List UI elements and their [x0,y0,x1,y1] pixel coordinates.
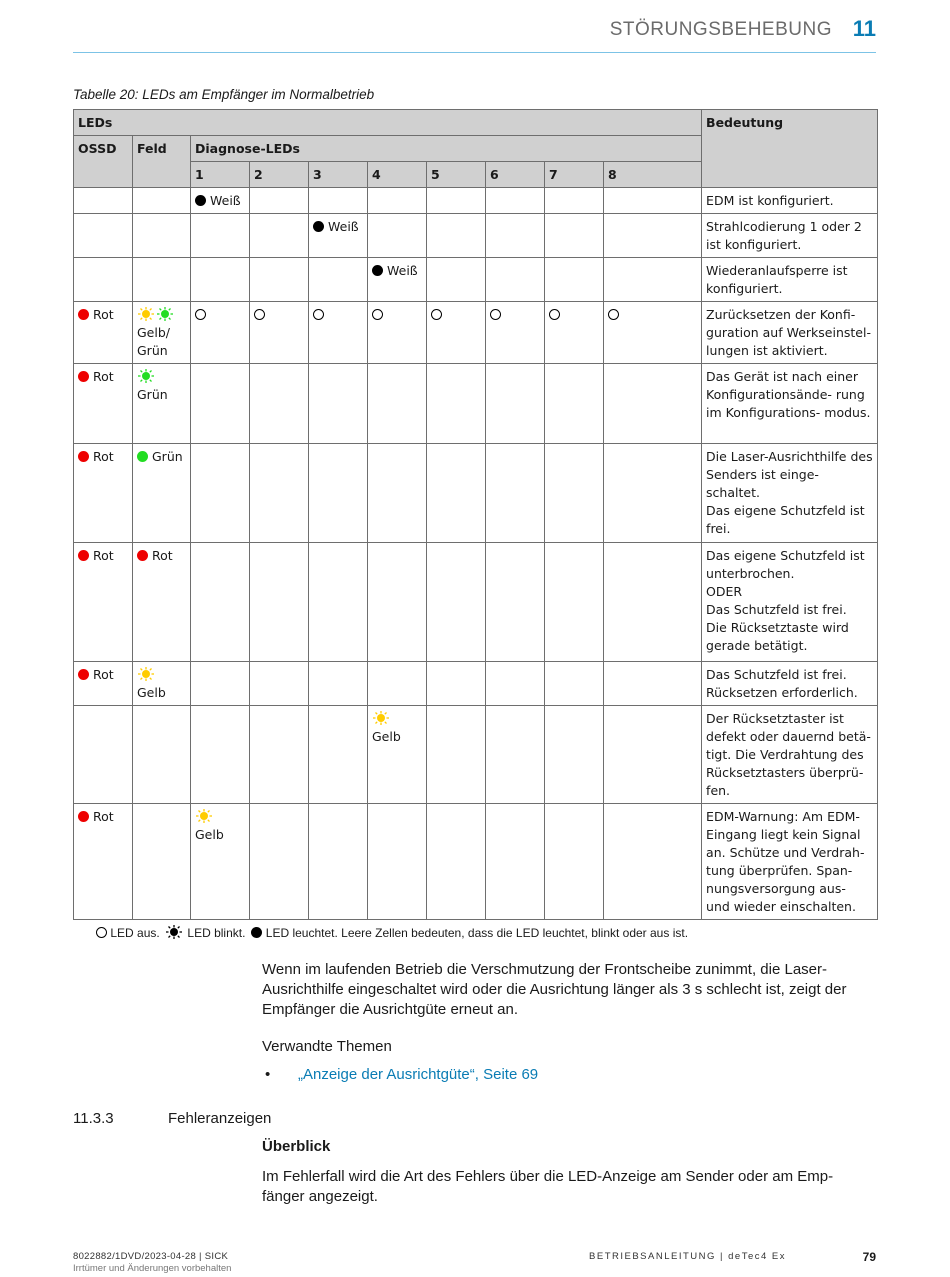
table-legend: LED aus. LED blinkt. LED leuchtet. Leere Zellen bedeuten, dass die LED leuchtet, blinkt oder aus ist. [96,925,688,940]
table-row [74,444,878,543]
led-on-icon [313,221,324,232]
footer-disclaimer: Irrtümer und Änderungen vorbehalten [73,1263,232,1274]
table-row [74,662,878,706]
led-on-icon [137,550,148,561]
led-on-icon [78,451,89,462]
field-cell: Grün [133,444,191,543]
led-on-icon [78,811,89,822]
led-blink-icon [137,369,155,383]
header-diag-col: 8 [604,162,702,188]
footer-doc-type: BETRIEBSANLEITUNG | deTec4 Ex [589,1251,786,1262]
overview-text: Im Fehlerfall wird die Art des Fehlers über die LED-Anzeige am Sender oder am Emp- fänger angezeigt. [262,1168,834,1205]
meaning-cell: Das eigene Schutzfeld ist unterbrochen. ODER Das Schutzfeld ist frei. Die Rücksetztaste wird gerade betätigt. [702,543,878,662]
ossd-cell: Rot [74,662,133,706]
led-off-icon [608,309,619,320]
page-number: 79 [862,1250,876,1264]
section-title: Fehleranzeigen [168,1110,272,1127]
diag-cell: Gelb [191,804,250,920]
table-row [74,804,878,920]
header-rule [73,52,876,53]
ossd-cell: Rot [74,543,133,662]
header-diag-col: 3 [309,162,368,188]
led-blink-icon [195,809,213,823]
chapter-title: STÖRUNGSBEHEBUNG [609,19,832,40]
led-off-icon [96,927,107,938]
header-diag-col: 7 [545,162,604,188]
led-on-icon [78,550,89,561]
header-diag-col: 1 [191,162,250,188]
table-row [74,214,878,258]
header-diag-col: 2 [250,162,309,188]
led-blink-icon [165,925,183,939]
body-paragraph: Wenn im laufenden Betrieb die Verschmutzung der Frontscheibe zunimmt, die Laser- Ausrichthilfe eingeschaltet wird oder die Ausrichtung länger als 3 s schlecht ist, zeigt der Empfänger die Ausrichtgüte erneut an. [262,961,847,1018]
ossd-cell: Rot [74,444,133,543]
header-ossd: OSSD [74,136,133,188]
meaning-cell: Wiederanlaufsperre ist konfiguriert. [702,258,878,302]
led-on-icon [137,451,148,462]
bullet: • [265,1066,271,1083]
led-off-icon [549,309,560,320]
meaning-cell: Der Rücksetztaster ist defekt oder dauernd betä- tigt. Die Verdrahtung des Rücksetztasters überprü- fen. [702,706,878,804]
table-row [74,188,878,214]
table-row [74,364,878,444]
led-off-icon [313,309,324,320]
meaning-cell: Zurücksetzen der Konfi- guration auf Werkseinstel- lungen ist aktiviert. [702,302,878,364]
table-row [74,258,878,302]
meaning-cell: Die Laser-Ausrichthilfe des Senders ist einge- schaltet. Das eigene Schutzfeld ist frei. [702,444,878,543]
header-diag-col: 4 [368,162,427,188]
ossd-cell: Rot [74,302,133,364]
diag-cell: Gelb [368,706,427,804]
overview-heading: Überblick [262,1138,331,1155]
meaning-cell: Das Schutzfeld ist frei. Rücksetzen erforderlich. [702,662,878,706]
table-row [74,302,878,364]
field-cell: Rot [133,543,191,662]
header-diag-col: 6 [486,162,545,188]
ossd-cell: Rot [74,364,133,444]
header-field: Feld [133,136,191,188]
header-meaning: Bedeutung [702,110,878,188]
diag-cell: Weiß [309,214,368,258]
meaning-cell: EDM-Warnung: Am EDM- Eingang liegt kein Signal an. Schütze und Verdrah- tung überprüfen. Span- nungsversorgung aus- und wieder einschalten. [702,804,878,920]
table-row [74,706,878,804]
led-off-icon [372,309,383,320]
section-number: 11.3.3 [73,1110,114,1127]
ossd-cell: Rot [74,804,133,920]
led-off-icon [431,309,442,320]
footer-doc-id: 8022882/1DVD/2023-04-28 | SICK [73,1251,229,1262]
header-diag-col: 5 [427,162,486,188]
led-on-icon [251,927,262,938]
related-link[interactable]: „Anzeige der Ausrichtgüte“, Seite 69 [298,1066,539,1083]
led-on-icon [372,265,383,276]
related-heading: Verwandte Themen [262,1038,392,1055]
led-on-icon [195,195,206,206]
led-blink-icon [372,711,390,725]
diag-cell: Weiß [368,258,427,302]
meaning-cell: Strahlcodierung 1 oder 2 ist konfiguriert. [702,214,878,258]
meaning-cell: Das Gerät ist nach einer Konfigurationsände- rung im Konfigurations- modus. [702,364,878,444]
led-on-icon [78,309,89,320]
header-diagnose: Diagnose-LEDs [191,136,702,162]
led-blink-icon [137,667,155,681]
led-table [73,109,878,920]
table-row [74,543,878,662]
table-caption: Tabelle 20: LEDs am Empfänger im Normalbetrieb [73,87,375,102]
led-blink-icon [137,307,155,321]
diag-cell: Weiß [191,188,250,214]
meaning-cell: EDM ist konfiguriert. [702,188,878,214]
chapter-number: 11 [852,16,876,41]
led-off-icon [195,309,206,320]
header-leds: LEDs [74,110,702,136]
led-blink-icon [156,307,174,321]
led-off-icon [490,309,501,320]
led-off-icon [254,309,265,320]
led-on-icon [78,669,89,680]
led-on-icon [78,371,89,382]
field-cell: Gelb/ Grün [133,302,191,364]
field-cell: Grün [133,364,191,444]
field-cell: Gelb [133,662,191,706]
